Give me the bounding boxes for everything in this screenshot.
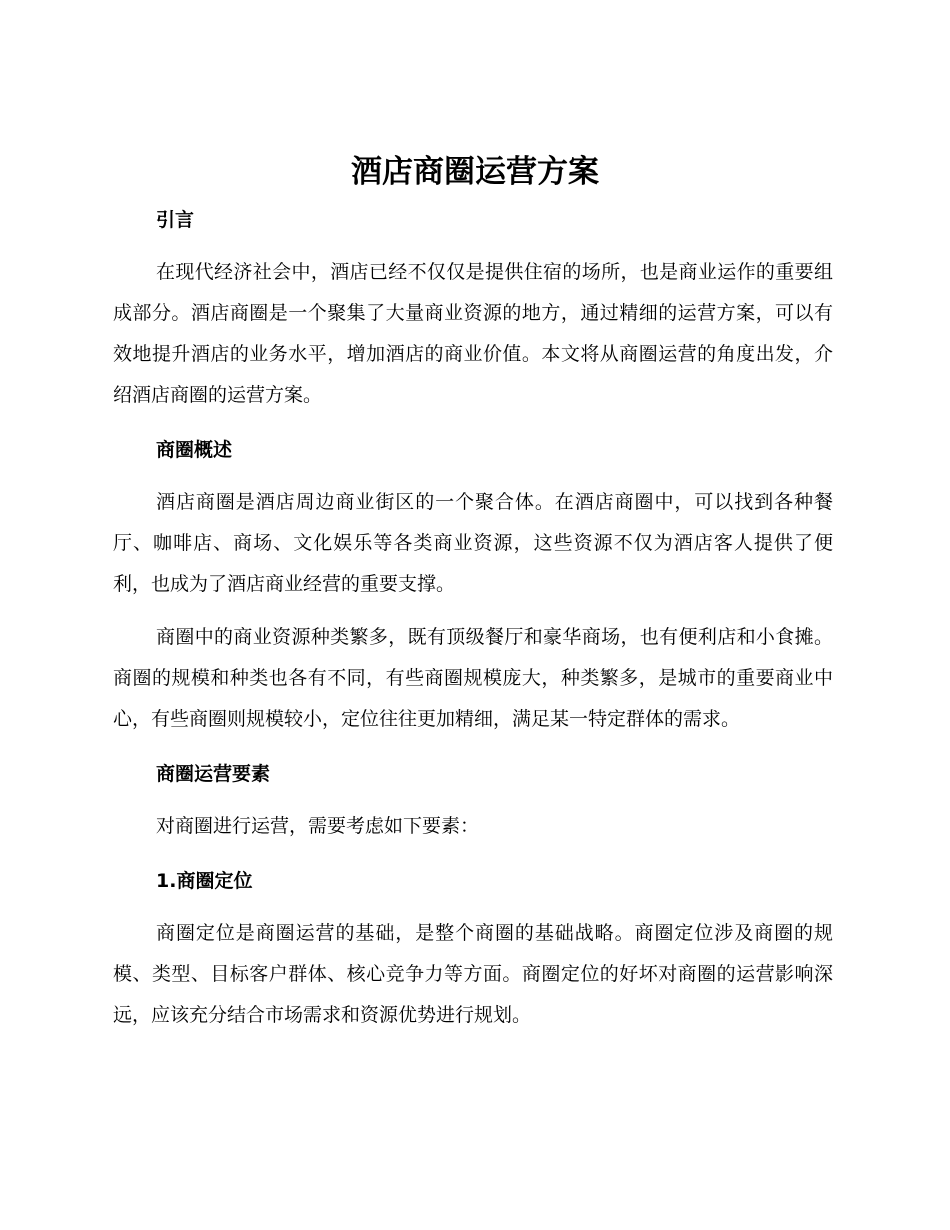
paragraph-overview-1: 酒店商圈是酒店周边商业街区的一个聚合体。在酒店商圈中，可以找到各种餐厅、咖啡店、商场、文化娱乐等各类商业资源，这些资源不仅为酒店客人提供了便利，也成为了酒店商业经营的重要支撑。 bbox=[113, 491, 833, 595]
document-body bbox=[113, 200, 833, 1036]
section-heading-intro: 引言 bbox=[156, 209, 195, 231]
paragraph-intro: 在现代经济社会中，酒店已经不仅仅是提供住宿的场所，也是商业运作的重要组成部分。酒店商圈是一个聚集了大量商业资源的地方，通过精细的运营方案，可以有效地提升酒店的业务水平，增加酒店的商业价值。本文将从商圈运营的角度出发，介绍酒店商圈的运营方案。 bbox=[113, 261, 833, 406]
document-title: 酒店商圈运营方案 bbox=[351, 154, 599, 190]
paragraph-elements: 对商圈进行运营，需要考虑如下要素： bbox=[156, 815, 480, 837]
paragraph-positioning: 商圈定位是商圈运营的基础，是整个商圈的基础战略。商圈定位涉及商圈的规模、类型、目标客户群体、核心竞争力等方面。商圈定位的好坏对商圈的运营影响深远，应该充分结合市场需求和资源优势进行规划。 bbox=[113, 922, 833, 1026]
section-heading-overview: 商圈概述 bbox=[156, 439, 233, 461]
paragraph-overview-2: 商圈中的商业资源种类繁多，既有顶级餐厅和豪华商场，也有便利店和小食摊。商圈的规模和种类也各有不同，有些商圈规模庞大，种类繁多，是城市的重要商业中心，有些商圈则规模较小，定位往往更加精细，满足某一特定群体的需求。 bbox=[113, 626, 833, 730]
section-heading-elements: 商圈运营要素 bbox=[156, 763, 271, 785]
section-heading-positioning: 1.商圈定位 bbox=[156, 870, 253, 892]
